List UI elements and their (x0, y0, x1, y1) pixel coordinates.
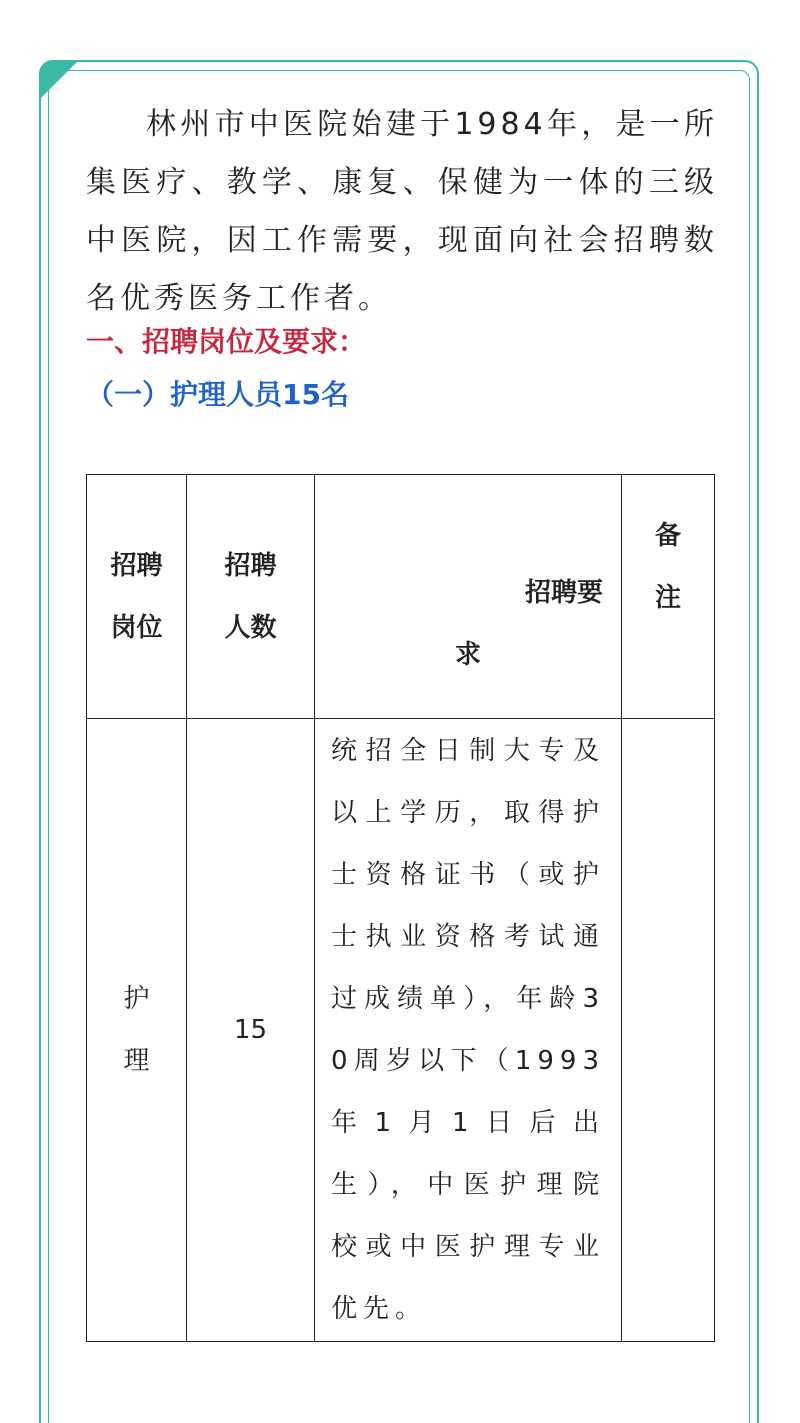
header-requirement-line1: 招聘要 (524, 577, 603, 608)
cell-count: 15 (187, 719, 315, 1342)
header-note: 备注 (622, 475, 715, 719)
section-title: 一、招聘岗位及要求： (86, 325, 367, 358)
header-count: 招聘人数 (187, 475, 315, 719)
cell-requirement: 统招全日制大专及以上学历，取得护士资格证书（或护士执业资格考试通过成绩单），年龄30周岁以下（1993年1月1日后出生），中医护理院校或中医护理专业优先。 (315, 719, 622, 1342)
table-header-row (87, 475, 715, 719)
recruitment-table (86, 474, 715, 1342)
header-requirement-line2: 求 (454, 639, 481, 670)
table-row (87, 719, 715, 1342)
intro-paragraph: 林州市中医院始建于1984年，是一所集医疗、教学、康复、保健为一体的三级中医院，因工作需要，现面向社会招聘数名优秀医务工作者。 (86, 107, 718, 316)
cell-position: 护理 (87, 719, 187, 1342)
header-position: 招聘岗位 (87, 475, 187, 719)
sub-title: （一）护理人员15名 (86, 378, 349, 411)
header-requirement (315, 475, 622, 719)
cell-note (622, 719, 715, 1342)
